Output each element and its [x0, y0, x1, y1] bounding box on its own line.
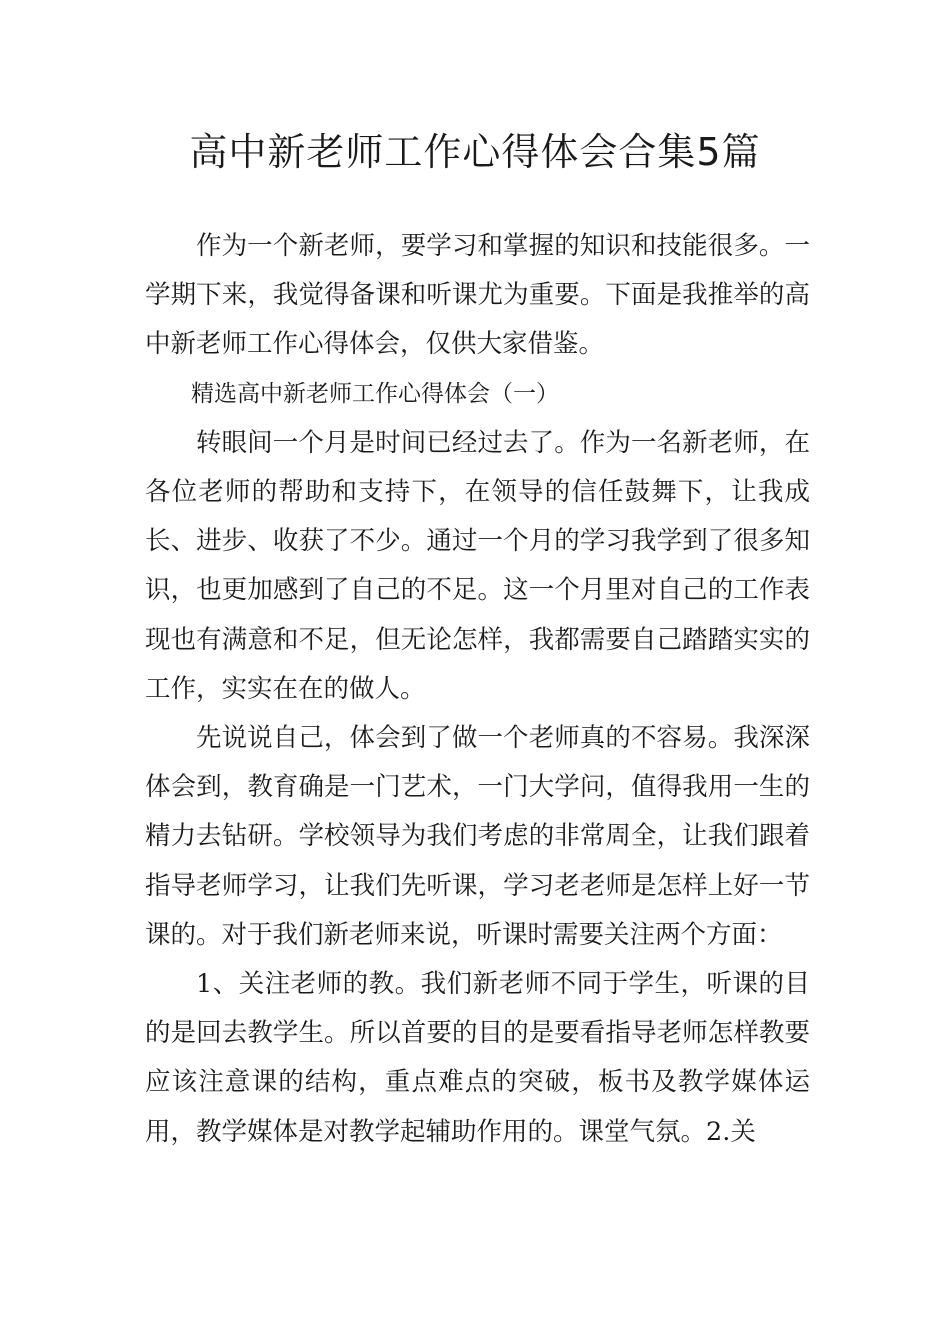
intro-paragraph: 作为一个新老师，要学习和掌握的知识和技能很多。一学期下来，我觉得备课和听课尤为重要。下面是我推举的高中新老师工作心得体会，仅供大家借鉴。: [145, 231, 810, 360]
body-paragraph-3: 1、关注老师的教。我们新老师不同于学生，听课的目的是回去教学生。所以首要的目的是要看指导老师怎样教要应该注意课的结构，重点难点的突破，板书及教学媒体运用，教学媒体是对教学起辅助作用的。课堂气氛。2.关: [145, 969, 810, 1147]
document-title: 高中新老师工作心得体会合集5篇: [189, 130, 761, 174]
body-paragraph-1: 转眼间一个月是时间已经过去了。作为一名新老师，在各位老师的帮助和支持下，在领导的信任鼓舞下，让我成长、进步、收获了不少。通过一个月的学习我学到了很多知识，也更加感到了自己的不足。这一个月里对自己的工作表现也有满意和不足，但无论怎样，我都需要自己踏踏实实的工作，实实在在的做人。: [145, 427, 810, 704]
section-heading: 精选高中新老师工作心得体会（一）: [191, 380, 559, 407]
body-paragraph-2: 先说说自己，体会到了做一个老师真的不容易。我深深体会到，教育确是一门艺术，一门大学问，值得我用一生的精力去钻研。学校领导为我们考虑的非常周全，让我们跟着指导老师学习，让我们先听课，学习老老师是怎样上好一节课的。对于我们新老师来说，听课时需要关注两个方面：: [145, 723, 810, 950]
document-body: [145, 222, 810, 1157]
